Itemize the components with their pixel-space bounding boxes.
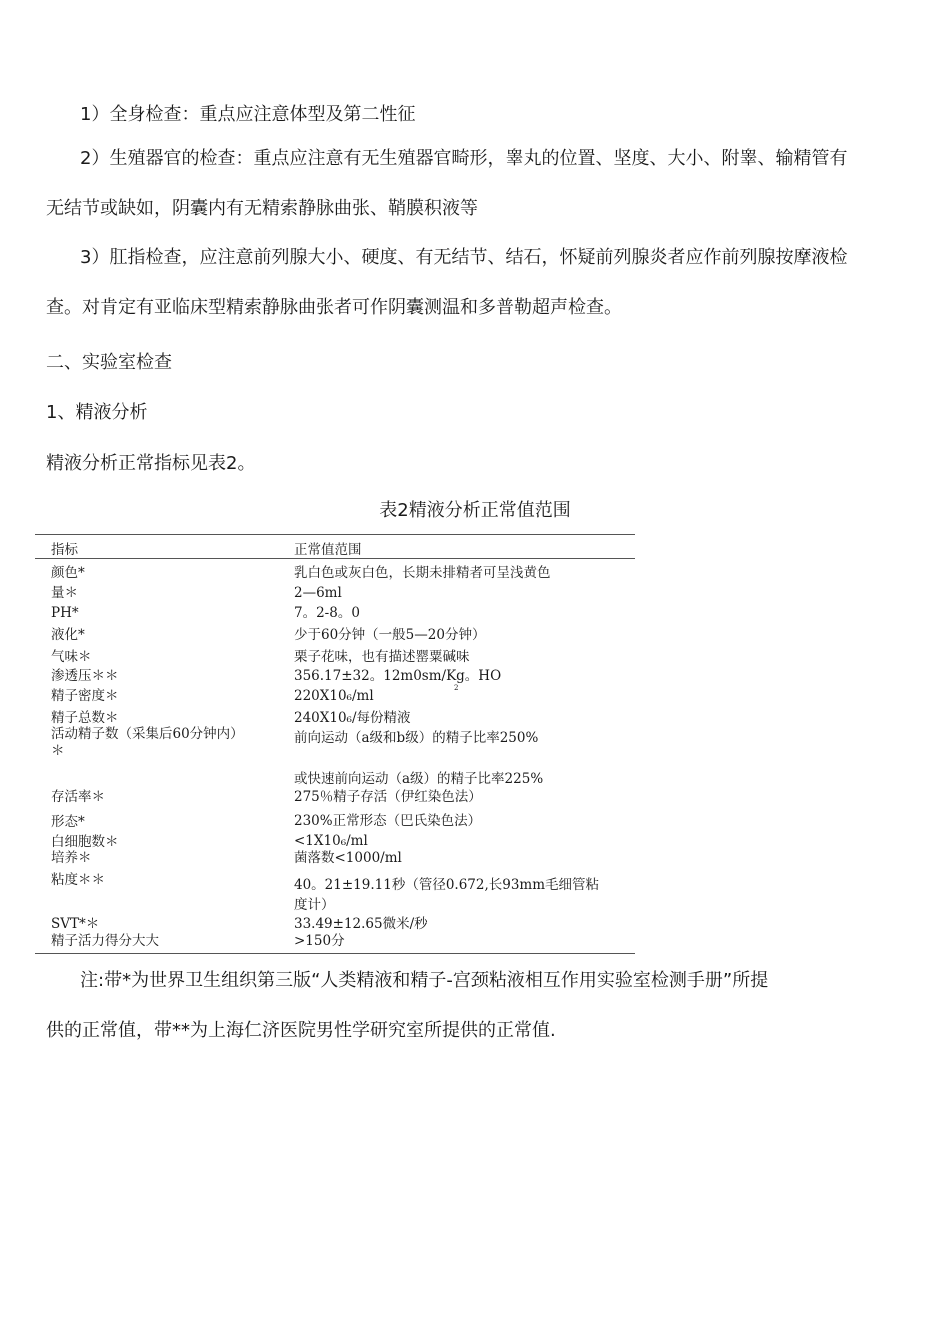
section-heading-lab-exam: 二、实验室检查 — [46, 352, 172, 373]
table-row-name-continued: ＊ — [51, 743, 65, 759]
table-row-value: 40。21±19.11秒（管径0.672,长93mm毛细管粘 — [294, 877, 600, 893]
paragraph-rectal-exam-line1: 3）肛指检查，应注意前列腺大小、硬度、有无结节、结石，怀疑前列腺炎者应作前列腺按摩液检 — [80, 247, 848, 268]
table-note-line2: 供的正常值，带**为上海仁济医院男性学研究室所提供的正常值. — [46, 1020, 556, 1041]
table-row-value: 菌落数<1000/ml — [294, 850, 402, 866]
table-row-value: 230%正常形态（巴氏染色法） — [294, 813, 482, 829]
table-row-value: 乳白色或灰白色，长期未排精者可呈浅黄色 — [294, 565, 551, 581]
table-top-rule — [35, 534, 635, 535]
table-row-value-continued: 或快速前向运动（a级）的精子比率225% — [294, 771, 544, 787]
table-header-rule — [35, 558, 635, 559]
table-bottom-rule — [35, 953, 635, 954]
table-row-name: 粘度＊＊ — [51, 872, 105, 888]
table-row-name: 颜色* — [51, 565, 85, 581]
paragraph-rectal-exam-line2: 查。对肯定有亚临床型精索静脉曲张者可作阴囊测温和多普勒超声检查。 — [46, 297, 622, 318]
paragraph-table-intro: 精液分析正常指标见表2。 — [46, 453, 256, 474]
table-row-name: 活动精子数（采集后60分钟内） — [51, 726, 244, 742]
table-row-name: 精子密度＊ — [51, 688, 119, 704]
table-row-name: 量＊ — [51, 585, 78, 601]
table-header-normal-range: 正常值范围 — [294, 542, 362, 558]
table-row-name: 气味＊ — [51, 649, 92, 665]
h2o-subscript: 2 — [454, 684, 459, 692]
table-header-indicator: 指标 — [51, 542, 78, 558]
table-row-value: <1X10₆/ml — [294, 833, 368, 849]
table-row-name: 液化* — [51, 627, 85, 643]
table-row-name: 精子总数＊ — [51, 710, 119, 726]
table-row-name: 白细胞数＊ — [51, 834, 119, 850]
table-row-value: 少于60分钟（一般5—20分钟） — [294, 627, 486, 643]
table-row-value-continued: 度计） — [294, 897, 335, 913]
table-row-value: 前向运动（a级和b级）的精子比率250% — [294, 730, 539, 746]
table-row-value: 275％精子存活（伊红染色法） — [294, 789, 482, 805]
table-row-name: SVT*＊ — [51, 916, 100, 932]
table-row-value: 7。2-8。0 — [294, 605, 360, 621]
table-row-name: PH* — [51, 605, 79, 621]
table-row-value: 220X10₆/ml — [294, 688, 374, 704]
paragraph-genital-exam-line1: 2）生殖器官的检查：重点应注意有无生殖器官畸形，睾丸的位置、坚度、大小、附睾、输精管有 — [80, 148, 848, 169]
table-row-value: 栗子花味，也有描述罂粟碱味 — [294, 649, 470, 665]
table-row-value: 2—6ml — [294, 585, 342, 601]
table-row-value: 240X10₆/每份精液 — [294, 710, 411, 726]
table-title: 表2精液分析正常值范围 — [379, 500, 571, 521]
table-row-name: 渗透压＊＊ — [51, 668, 119, 684]
table-row-name: 存活率＊ — [51, 789, 105, 805]
table-row-name: 精子活力得分大大 — [51, 933, 159, 949]
table-row-value: 356.17±32。12m0sm/Kg。HO — [294, 668, 502, 684]
table-row-value: 33.49±12.65微米/秒 — [294, 916, 428, 932]
table-note-line1: 注:带*为世界卫生组织第三版“人类精液和精子-宫颈粘液相互作用实验室检测手册”所提 — [80, 970, 769, 991]
paragraph-general-exam: 1）全身检查：重点应注意体型及第二性征 — [80, 104, 416, 125]
paragraph-genital-exam-line2: 无结节或缺如，阴囊内有无精索静脉曲张、鞘膜积液等 — [46, 198, 478, 219]
table-row-value: >150分 — [294, 933, 345, 949]
table-row-name: 形态* — [51, 814, 85, 830]
table-row-name: 培养＊ — [51, 850, 92, 866]
subsection-heading-semen-analysis: 1、精液分析 — [46, 402, 148, 423]
